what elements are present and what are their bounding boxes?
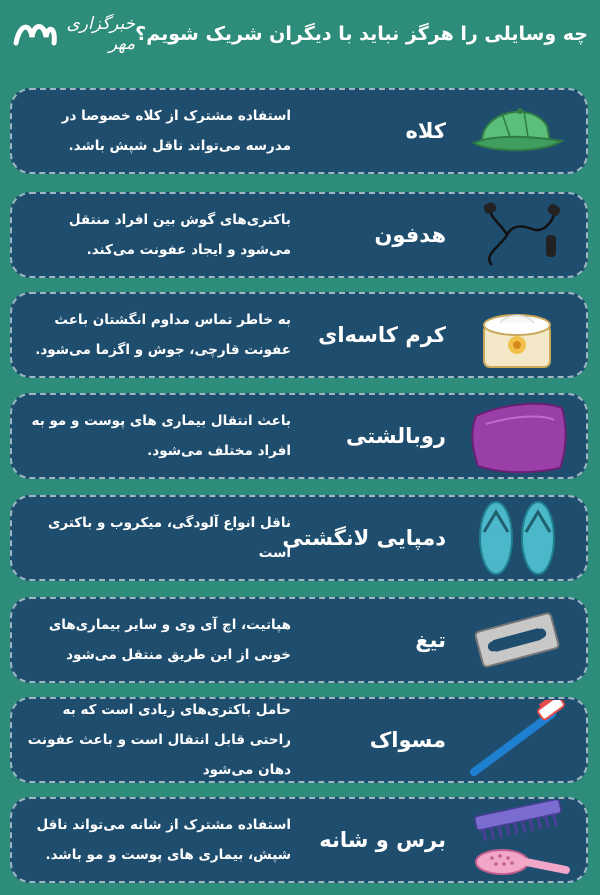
header — [0, 0, 600, 68]
item-name: مسواک — [369, 728, 446, 752]
card-earphones — [10, 192, 588, 278]
pillow-icon — [462, 396, 572, 476]
card-pillow — [10, 393, 588, 479]
item-description: به خاطر تماس مداوم انگشتان باعث عفونت قارچی، جوش و اگزما می‌شود. — [35, 312, 291, 358]
item-name: هدفون — [374, 223, 446, 247]
earphones-icon — [462, 195, 572, 275]
item-description: باعث انتقال بیماری های پوست و مو به افراد مختلف می‌شود. — [31, 413, 291, 459]
page-title: چه وسایلی را هرگز نباید با دیگران شریک شویم؟ — [135, 23, 588, 45]
mehr-logo-icon — [12, 13, 58, 55]
card-flipflops — [10, 495, 588, 581]
card-comb — [10, 797, 588, 883]
cap-icon — [462, 91, 572, 171]
logo-text: خبرگزاری مهر — [66, 14, 136, 54]
item-description: استفاده مشترک از کلاه خصوصا در مدرسه می‌تواند ناقل شپش باشد. — [61, 108, 291, 154]
card-toothbrush — [10, 697, 588, 783]
flip-flops-icon — [462, 498, 572, 578]
item-description: حامل باکتری‌های زیادی است که به راحتی قابل انتقال است و باعث عفونت دهان می‌شود — [27, 702, 291, 778]
item-name: برس و شانه — [319, 828, 446, 852]
card-cap — [10, 88, 588, 174]
item-description: ناقل انواع آلودگی، میکروب و باکتری است — [48, 515, 291, 561]
mehr-logo — [12, 13, 135, 55]
item-name: دمپایی لانگشتی — [282, 526, 446, 550]
cream-jar-icon — [462, 295, 572, 375]
card-cream — [10, 292, 588, 378]
item-name: کرم کاسه‌ای — [318, 323, 446, 347]
toothbrush-icon — [462, 700, 572, 780]
item-description: استفاده مشترک از شانه می‌تواند ناقل شپش، بیماری های پوست و مو باشد. — [36, 817, 291, 863]
item-name: روبالشتی — [346, 424, 446, 448]
comb-brush-icon — [462, 800, 572, 880]
item-description: باکتری‌های گوش بین افراد منتقل می‌شود و ایجاد عفونت می‌کند. — [68, 212, 291, 258]
card-blade — [10, 597, 588, 683]
item-description: هپاتیت، اچ آی وی و سایر بیماری‌های خونی از این طریق منتقل می‌شود — [48, 617, 291, 663]
item-name: تیغ — [415, 628, 446, 652]
item-name: کلاه — [405, 119, 446, 143]
razor-blade-icon — [462, 600, 572, 680]
